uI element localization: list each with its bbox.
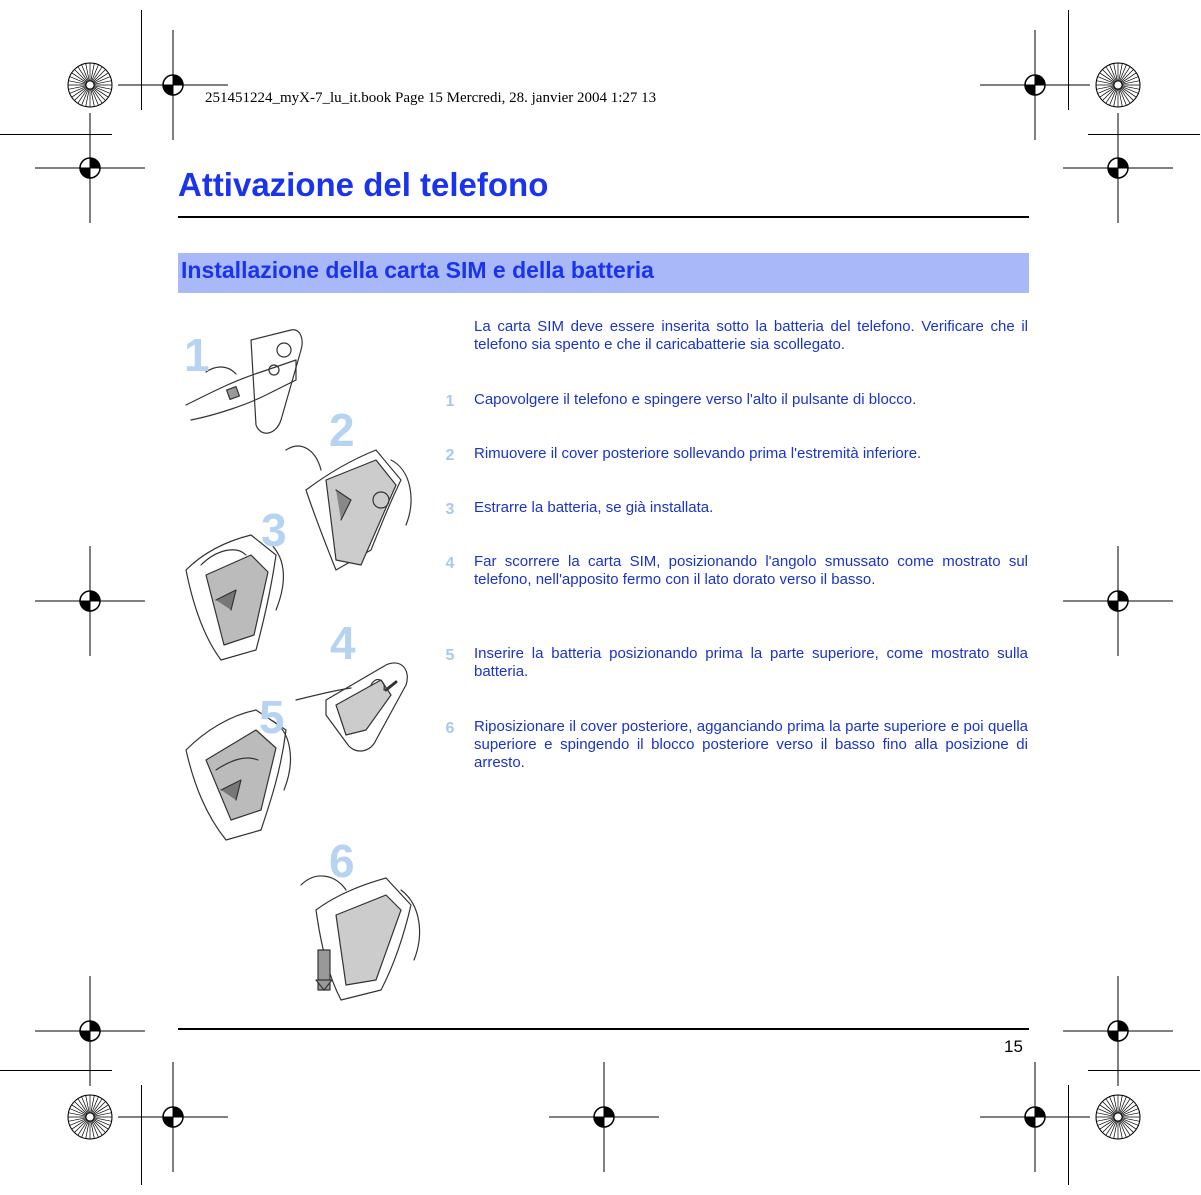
- illustration-label-2: 2: [329, 404, 355, 456]
- step-text: Capovolgere il telefono e spingere verso l'alto il pulsante di blocco.: [474, 391, 917, 408]
- step-text: Rimuovere il cover posteriore sollevando prima l'estremità inferiore.: [474, 445, 922, 462]
- illustration-label-1: 1: [184, 329, 210, 381]
- page-title: Attivazione del telefono: [178, 166, 549, 203]
- step-number: 3: [445, 501, 455, 518]
- step-number: 6: [445, 720, 455, 737]
- illustration-label-4: 4: [330, 617, 356, 669]
- step-text: Riposizionare il cover posteriore, agganciando prima la parte superiore e poi quella superiore e spingendo il blocco posteriore verso il basso fino alla posizione di arresto.: [474, 718, 1028, 771]
- print-slug: 251451224_myX-7_lu_it.book Page 15 Mercredi, 28. janvier 2004 1:27 13: [205, 90, 657, 106]
- step-number: 4: [445, 555, 455, 572]
- phone-drawings: [176, 310, 436, 1010]
- illustration-label-5: 5: [259, 691, 285, 743]
- section-band: [178, 253, 1029, 293]
- section-title: Installazione della carta SIM e della batteria: [181, 257, 654, 283]
- intro-text: La carta SIM deve essere inserita sotto la batteria del telefono. Verificare che il telefono sia spento e che il caricabatterie sia scollegato.: [474, 318, 1028, 353]
- illustration-label-6: 6: [329, 835, 355, 887]
- title-rule: [178, 216, 1029, 218]
- illustration-label-3: 3: [261, 504, 287, 556]
- step-number: 5: [445, 647, 455, 664]
- step-number: 1: [445, 393, 455, 410]
- step-text: Estrarre la batteria, se già installata.: [474, 499, 714, 516]
- step-number: 2: [445, 447, 455, 464]
- footer-rule: [178, 1028, 1029, 1030]
- step-text: Far scorrere la carta SIM, posizionando l'angolo smussato come mostrato sul telefono, nell'apposito fermo con il lato dorato verso il basso.: [474, 553, 1028, 588]
- page-number: 15: [1004, 1037, 1023, 1056]
- step-text: Inserire la batteria posizionando prima la parte superiore, come mostrato sulla batteria.: [474, 645, 1028, 680]
